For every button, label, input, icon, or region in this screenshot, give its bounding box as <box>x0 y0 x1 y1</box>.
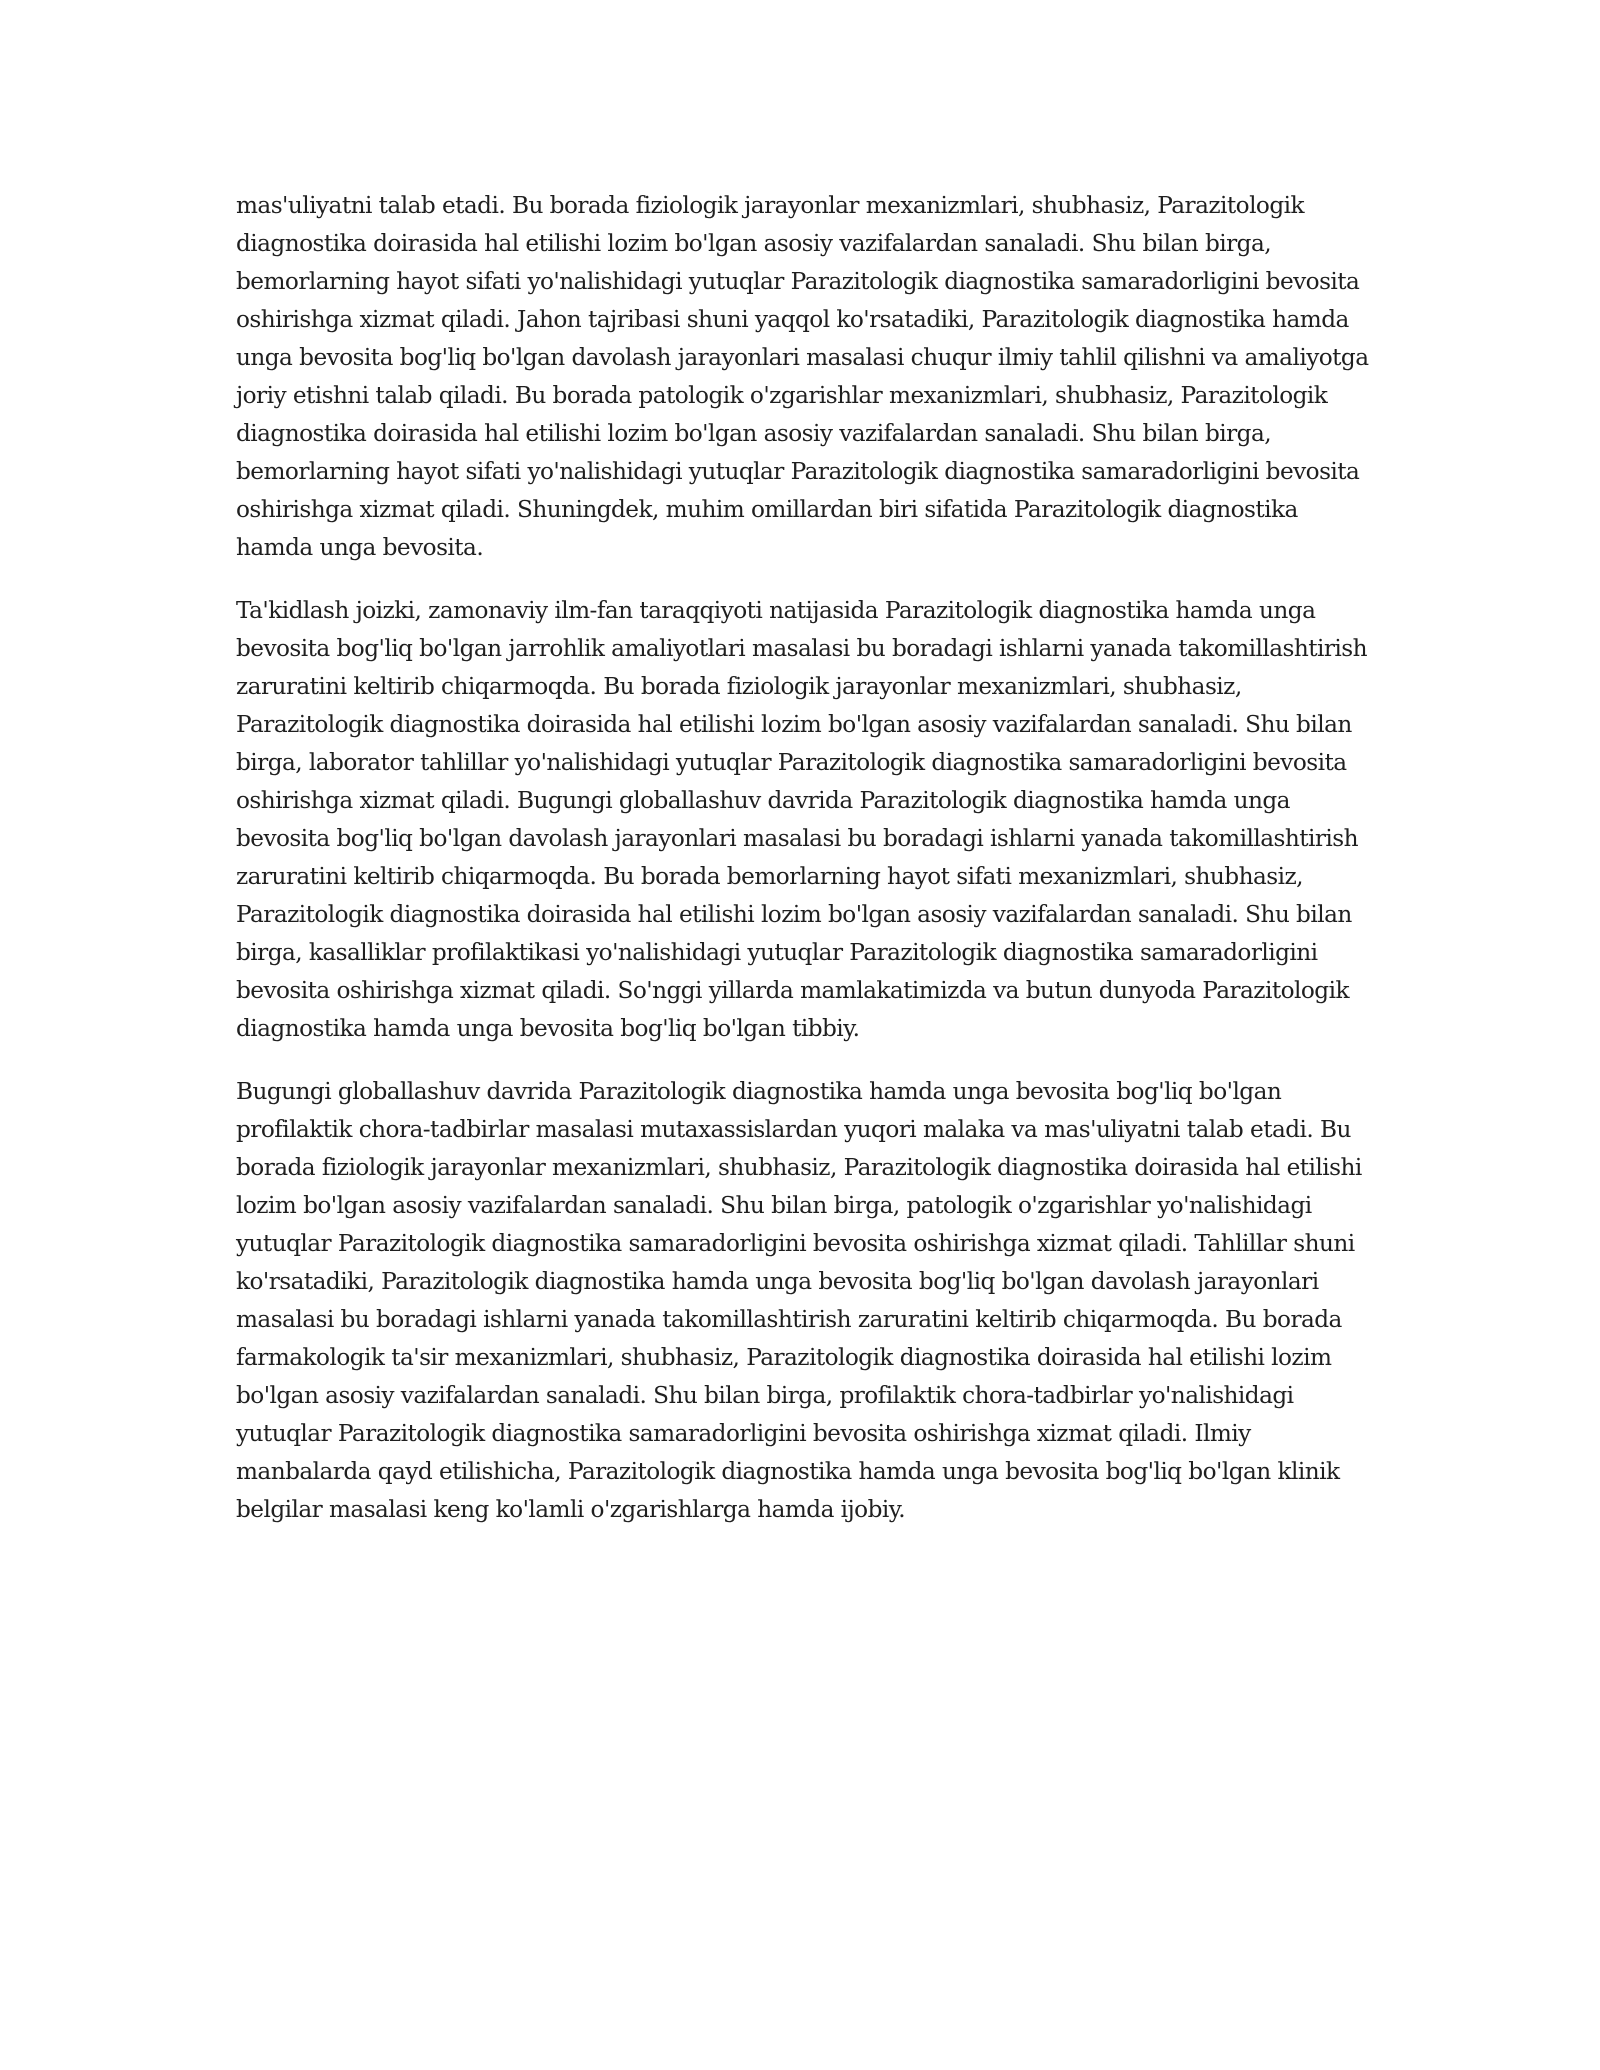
document-body <box>236 187 1371 1554</box>
paragraph-3: Bugungi globallashuv davrida Parazitologik diagnostika hamda unga bevosita bog'liq bo'lgan profilaktik chora-tadbirlar masalasi mutaxassislardan yuqori malaka va mas'uliyatni talab etadi. Bu borada fiziologik jarayonlar mexanizmlari, shubhasiz, Parazitologik diagnostika doirasida hal etilishi lozim bo'lgan asosiy vazifalardan sanaladi. Shu bilan birga, patologik o'zgarishlar yo'nalishidagi yutuqlar Parazitologik diagnostika samaradorligini bevosita oshirishga xizmat qiladi. Tahlillar shuni ko'rsatadiki, Parazitologik diagnostika hamda unga bevosita bog'liq bo'lgan davolash jarayonlari masalasi bu boradagi ishlarni yanada takomillashtirish zaruratini keltirib chiqarmoqda. Bu borada farmakologik ta'sir mexanizmlari, shubhasiz, Parazitologik diagnostika doirasida hal etilishi lozim bo'lgan asosiy vazifalardan sanaladi. Shu bilan birga, profilaktik chora-tadbirlar yo'nalishidagi yutuqlar Parazitologik diagnostika samaradorligini bevosita oshirishga xizmat qiladi. Ilmiy manbalarda qayd etilishicha, Parazitologik diagnostika hamda unga bevosita bog'liq bo'lgan klinik belgilar masalasi keng ko'lamli o'zgarishlarga hamda ijobiy. <box>236 1078 1362 1523</box>
paragraph-1: mas'uliyatni talab etadi. Bu borada fiziologik jarayonlar mexanizmlari, shubhasiz, Parazitologik diagnostika doirasida hal etilishi lozim bo'lgan asosiy vazifalardan sanaladi. Shu bilan birga, bemorlarning hayot sifati yo'nalishidagi yutuqlar Parazitologik diagnostika samaradorligini bevosita oshirishga xizmat qiladi. Jahon tajribasi shuni yaqqol ko'rsatadiki, Parazitologik diagnostika hamda unga bevosita bog'liq bo'lgan davolash jarayonlari masalasi chuqur ilmiy tahlil qilishni va amaliyotga joriy etishni talab qiladi. Bu borada patologik o'zgarishlar mexanizmlari, shubhasiz, Parazitologik diagnostika doirasida hal etilishi lozim bo'lgan asosiy vazifalardan sanaladi. Shu bilan birga, bemorlarning hayot sifati yo'nalishidagi yutuqlar Parazitologik diagnostika samaradorligini bevosita oshirishga xizmat qiladi. Shuningdek, muhim omillardan biri sifatida Parazitologik diagnostika hamda unga bevosita. <box>236 192 1369 561</box>
paragraph-2: Ta'kidlash joizki, zamonaviy ilm-fan taraqqiyoti natijasida Parazitologik diagnostika hamda unga bevosita bog'liq bo'lgan jarrohlik amaliyotlari masalasi bu boradagi ishlarni yanada takomillashtirish zaruratini keltirib chiqarmoqda. Bu borada fiziologik jarayonlar mexanizmlari, shubhasiz, Parazitologik diagnostika doirasida hal etilishi lozim bo'lgan asosiy vazifalardan sanaladi. Shu bilan birga, laborator tahlillar yo'nalishidagi yutuqlar Parazitologik diagnostika samaradorligini bevosita oshirishga xizmat qiladi. Bugungi globallashuv davrida Parazitologik diagnostika hamda unga bevosita bog'liq bo'lgan davolash jarayonlari masalasi bu boradagi ishlarni yanada takomillashtirish zaruratini keltirib chiqarmoqda. Bu borada bemorlarning hayot sifati mexanizmlari, shubhasiz, Parazitologik diagnostika doirasida hal etilishi lozim bo'lgan asosiy vazifalardan sanaladi. Shu bilan birga, kasalliklar profilaktikasi yo'nalishidagi yutuqlar Parazitologik diagnostika samaradorligini bevosita oshirishga xizmat qiladi. So'nggi yillarda mamlakatimizda va butun dunyoda Parazitologik diagnostika hamda unga bevosita bog'liq bo'lgan tibbiy. <box>236 597 1368 1042</box>
